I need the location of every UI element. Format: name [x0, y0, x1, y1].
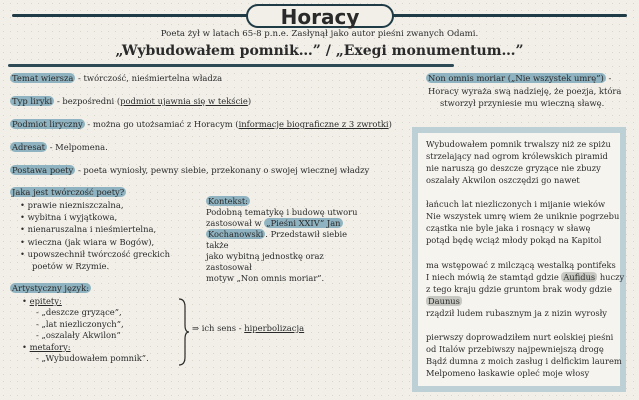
title-bar: [0, 4, 639, 29]
jaka-item: wieczna (jak wiara w Bogów),: [27, 236, 155, 247]
jaka-item: upowszechnił twórczość greckich: [27, 248, 171, 259]
poem-line: od Italów przebiwszy najpewniejszą drogę: [426, 344, 604, 354]
metafora-item: „Wybudowałem pomnik”.: [41, 353, 149, 364]
kontekst-line: jako wybitną jednostkę oraz zastosował: [206, 251, 324, 272]
non-omnis-label: Non omnis moriar („Nie wszystek umrę”): [428, 73, 604, 83]
list-item: - „lat niezliczonych”,: [36, 318, 124, 329]
poem-line: Nie wszystek umrę wiem że uniknie pogrzebu: [426, 211, 620, 221]
srodki-row: [10, 283, 91, 293]
podmiot-text: - można go utożsamiać z Horacym (: [84, 119, 239, 129]
srodki-label: Artystyczny język:: [12, 283, 90, 293]
srodki-list: [22, 296, 149, 364]
poem-text: huczy: [597, 272, 625, 282]
epitet-item: „deszcze gryzące”,: [41, 307, 122, 318]
poem-box: [412, 127, 626, 392]
kontekst-block: [206, 196, 366, 284]
poem-line: łańcuch lat niezliczonych i mijanie wieków: [426, 199, 606, 209]
adresat-label: Adresat: [12, 142, 46, 152]
list-item: • wieczna (jak wiara w Bogów),: [20, 236, 155, 247]
poem-line: oszalały Akwilon oszczędzi go nawet: [426, 175, 580, 185]
list-item: - „deszcze gryzące”,: [36, 307, 122, 318]
list-item: • metafory:: [22, 341, 71, 352]
poem-line: z tego kraju gdzie gruntom brak wody gdzie: [426, 284, 612, 294]
list-item: - „Wybudowałem pomnik”.: [36, 353, 149, 364]
curly-brace-icon: [176, 297, 190, 367]
poem-line: cząstka nie byle jaka i rosnący w sławę: [426, 223, 591, 233]
kontekst-line: Podobną tematykę i budowę utworu: [206, 207, 358, 217]
temat-label: Temat wiersza: [12, 73, 74, 83]
podmiot-row: [10, 119, 392, 129]
page-title: Horacy: [246, 4, 394, 28]
poem-line: Wybudowałem pomnik trwalszy niż ze spiżu: [426, 139, 611, 149]
podmiot-underlined: informacje biograficzne z 3 zwrotki: [238, 119, 389, 129]
jaka-label: Jaka jest twórczość poety?: [12, 187, 125, 197]
kontekst-label: Kontekst:: [208, 196, 248, 206]
poem-line: rządził ludem rubasznym ja z nizin wyrosły: [426, 308, 607, 318]
poem-highlight: Aufidus: [563, 272, 596, 282]
ich-sens-underlined: hiperbolizacja: [244, 323, 305, 333]
temat-text: - twórczość, nieśmiertelna władza: [75, 73, 223, 83]
ich-sens-text: ich sens -: [201, 323, 245, 333]
kontekst-highlight: Kochanowski: [208, 229, 264, 239]
poem-highlight: Daunus: [428, 296, 460, 306]
epitet-item: „lat niezliczonych”,: [41, 318, 124, 329]
poem-line: nie naruszą go deszcze gryzące nie zbuzy: [426, 163, 601, 173]
jaka-row: [10, 187, 126, 197]
list-item: • upowszechnił twórczość greckich: [20, 248, 171, 259]
poem-line: strzelający nad ogrom królewskich piramid: [426, 151, 608, 161]
typ-text: - bezpośredni (: [54, 96, 121, 106]
jaka-item: wybitna i wyjątkowa,: [27, 212, 118, 223]
metafory-label: metafory:: [29, 341, 71, 352]
epitety-label: epitety:: [29, 296, 62, 306]
list-item: • nienaruszalna i nieśmiertelna,: [20, 224, 157, 235]
typ-row: [10, 96, 251, 106]
arrow-right-icon: ⇒: [192, 323, 202, 333]
ich-sens-row: [192, 323, 304, 333]
typ-label: Typ liryki: [12, 96, 53, 106]
jaka-item: nienaruszalna i nieśmiertelna,: [27, 224, 157, 235]
poem-line: Melpomeno łaskawie opleć moje włosy: [426, 368, 590, 378]
poem-subtitle: „Wybudowałem pomnik…” / „Exegi monumentum…”: [115, 43, 524, 59]
poem-line: ma wstępować z milczącą westalką pontifeks: [426, 260, 616, 270]
list-item: • wybitna i wyjątkowa,: [20, 212, 118, 223]
subtitle-rule: [8, 64, 454, 67]
list-item: • prawie niezniszczalna,: [20, 200, 124, 210]
typ-end: ): [247, 96, 252, 106]
temat-row: [10, 73, 222, 83]
intro-text: Poeta żył w latach 65-8 p.n.e. Zasłynął jako autor pieśni zwanych Odami.: [160, 29, 479, 39]
podmiot-end: ): [388, 119, 392, 129]
non-omnis-row: [426, 73, 611, 83]
jaka-list: [20, 199, 170, 272]
postawa-label: Postawa poety: [12, 165, 74, 175]
list-item: [20, 260, 170, 272]
non-omnis-line: stworzył przyniesie mu wieczną sławę.: [440, 98, 605, 108]
kontekst-line: zastosował w: [206, 218, 265, 228]
epitet-item: „oszalały Akwilon”: [41, 330, 121, 341]
poem-line: [426, 272, 624, 282]
kontekst-line: motyw „Non omnis moriar”.: [206, 273, 325, 283]
postawa-row: [10, 165, 369, 175]
non-omnis-line: Horacy wyraża swą nadzieję, że poezja, która: [428, 86, 622, 96]
postawa-text: - poeta wyniosły, pewny siebie, przekonany o swojej wiecznej władzy: [75, 165, 370, 175]
poem-line: potąd będę wciąż młody pokąd na Kapitol: [426, 235, 602, 245]
adresat-row: [10, 142, 108, 152]
kontekst-highlight: „Pieśni XXIV” Jan: [266, 218, 341, 228]
poem-line: pierwszy doprowadziłem nurt eolskiej pieśni: [426, 332, 614, 342]
list-item: - „oszalały Akwilon”: [36, 330, 121, 341]
poem-text: I niech mówią że stamtąd gdzie: [426, 272, 562, 282]
jaka-item: poetów w Rzymie.: [32, 261, 110, 272]
poem-line: [426, 296, 462, 306]
non-omnis-dash: -: [605, 73, 612, 83]
list-item: • epitety:: [22, 296, 62, 306]
jaka-item: prawie niezniszczalna,: [27, 200, 124, 210]
typ-underlined: podmiot ujawnia się w tekście: [120, 96, 248, 106]
kontekst-line: . Przedstawił siebie także: [206, 229, 348, 250]
podmiot-label: Podmiot liryczny: [12, 119, 83, 129]
adresat-text: - Melpomena.: [47, 142, 108, 152]
poem-line: Bądź dumna z moich zasług i delfickim laurem: [426, 356, 622, 366]
